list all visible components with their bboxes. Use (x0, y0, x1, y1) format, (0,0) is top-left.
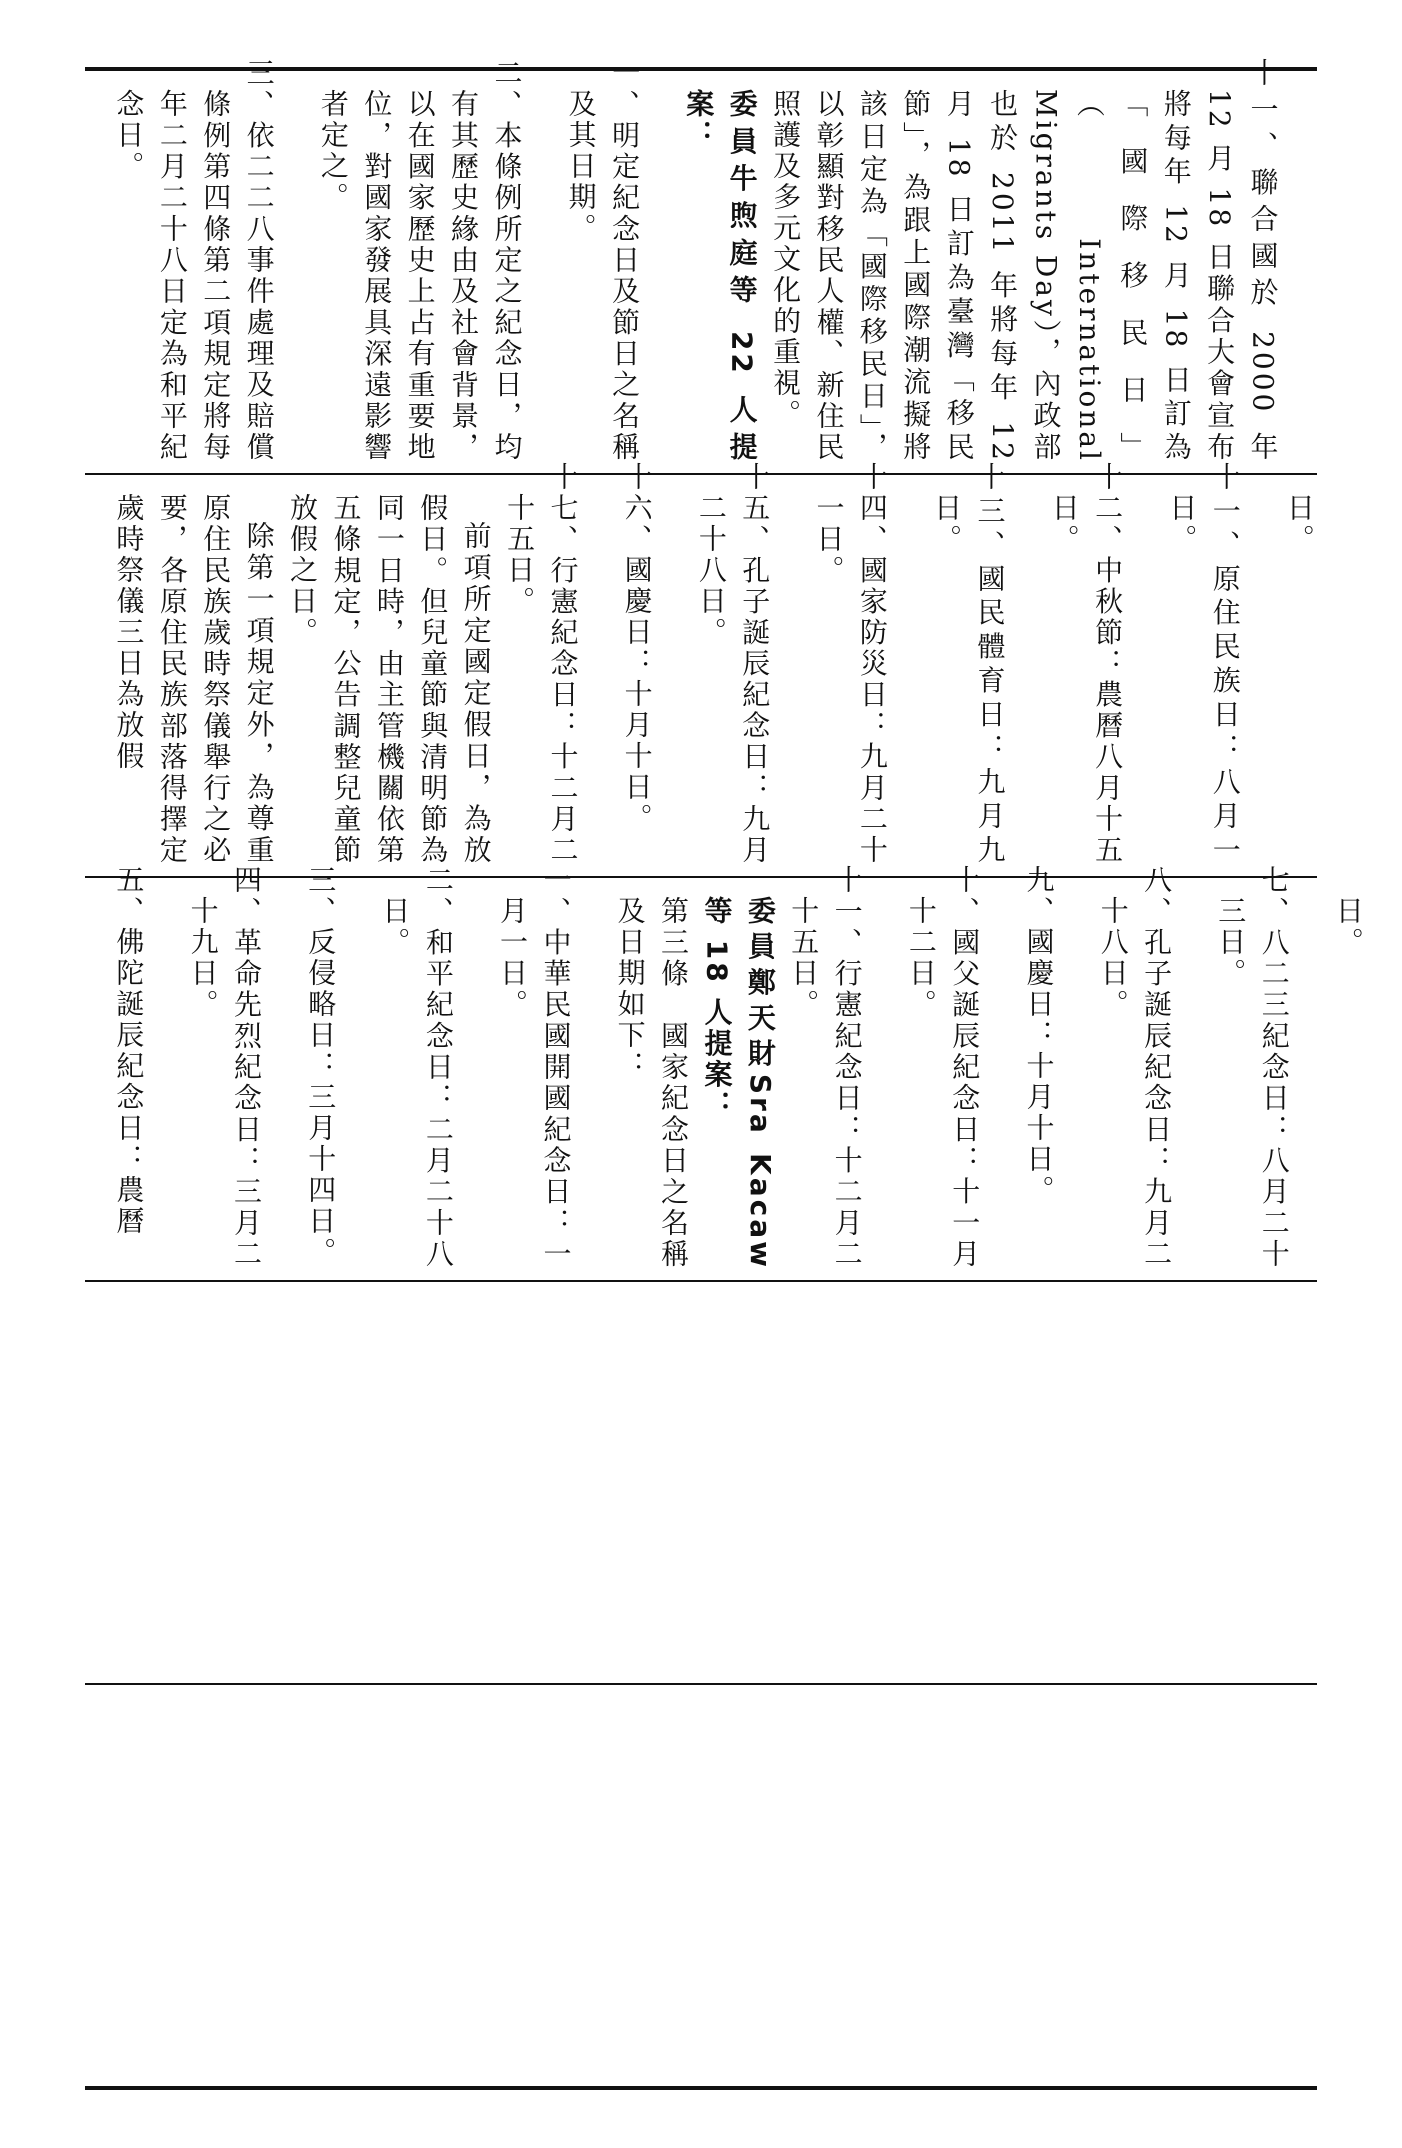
paragraph: 三、反侵略日：三月十四日。 (304, 865, 338, 1269)
row-4-text (85, 1282, 129, 1683)
paragraph: 一、明定紀念日及節日之名稱及其日期。 (564, 58, 642, 463)
rule-4 (85, 1683, 1317, 1685)
table-row-1 (85, 58, 1317, 473)
table-row-3 (85, 865, 1365, 1280)
paragraph: 除第一項規定外，為尊重原住民族歲時祭儀舉行之必要，各原住民族部落得擇定歲時祭儀三日為放假 (112, 493, 276, 866)
paragraph: 十一、行憲紀念日：十二月二十五日。 (787, 865, 864, 1270)
paragraph: 第三條 國家紀念日之名稱及日期如下： (613, 896, 691, 1270)
paragraph: 十二、中秋節：農曆八月十五日。 (1047, 462, 1125, 866)
paragraph: 一、中華民國開國紀念日：一月一日。 (496, 865, 573, 1270)
paragraph: 十六、國慶日：十月十日。 (620, 462, 654, 835)
proposal-heading: 委員鄭天財Sra Kacaw等 18 人提案： (700, 896, 777, 1270)
proposal-heading: 委員牛煦庭等 22 人提案： (682, 89, 759, 463)
paragraph: 十一、原住民族日：八月一日。 (1165, 462, 1242, 866)
paragraph: 十七、行憲紀念日：十二月二十五日。 (503, 462, 580, 866)
paragraph: 前項所定國定假日，為放假日。但兒童節與清明節為同一日時，由主管機關依第五條規定，公告調整兒童節放假之日。 (286, 493, 493, 866)
paragraph: 十四、國家防災日：九月二十一日。 (812, 462, 889, 866)
paragraph: 日。 (1331, 896, 1365, 958)
rule-bottom (85, 2086, 1317, 2090)
paragraph: 十三、國民體育日：九月九日。 (930, 462, 1007, 866)
paragraph: 十五、孔子誕辰紀念日：九月二十八日。 (694, 462, 772, 866)
paragraph: 九、國慶日：十月十日。 (1022, 865, 1056, 1207)
row-3-text (85, 865, 1392, 1280)
paragraph: 三、依二二八事件處理及賠償條例第四條第二項規定將每年二月二十八日定為和平紀念日。 (112, 58, 276, 463)
paragraph: 二、和平紀念日：二月二十八日。 (378, 865, 455, 1270)
paragraph: 七、八二三紀念日：八月二十三日。 (1214, 865, 1291, 1270)
paragraph: 日。 (1282, 493, 1316, 555)
row-2-text (85, 462, 1343, 876)
paragraph: 十、國父誕辰紀念日：十一月十二日。 (904, 865, 982, 1270)
paragraph: 五、佛陀誕辰紀念日：農曆 (112, 865, 146, 1238)
table-row-2 (85, 462, 1317, 876)
paragraph: 二、本條例所定之紀念日，均有其歷史緣由及社會背景，以在國家歷史上占有重要地位，對國家發展具深遠影響者定之。 (316, 58, 524, 463)
paragraph: 四、革命先烈紀念日：三月二十九日。 (186, 865, 264, 1270)
row-1-text (85, 58, 1337, 473)
paragraph: 八、孔子誕辰紀念日：九月二十八日。 (1096, 865, 1174, 1270)
paragraph: 十一、聯合國於 2000 年 12 月 18 日聯合大會宣布將每年 12 月 18 日訂為「國際移民日」（International Migrants Day），內政部也於 2011 年將每年 12 月 18 日訂為臺灣「移民節」，為跟上國際潮流擬將該日定為「國際移民日」，以彰顯對移民人權、新住民照護及多元文化的重視。 (769, 58, 1280, 463)
table-row-4 (85, 1282, 1317, 1683)
